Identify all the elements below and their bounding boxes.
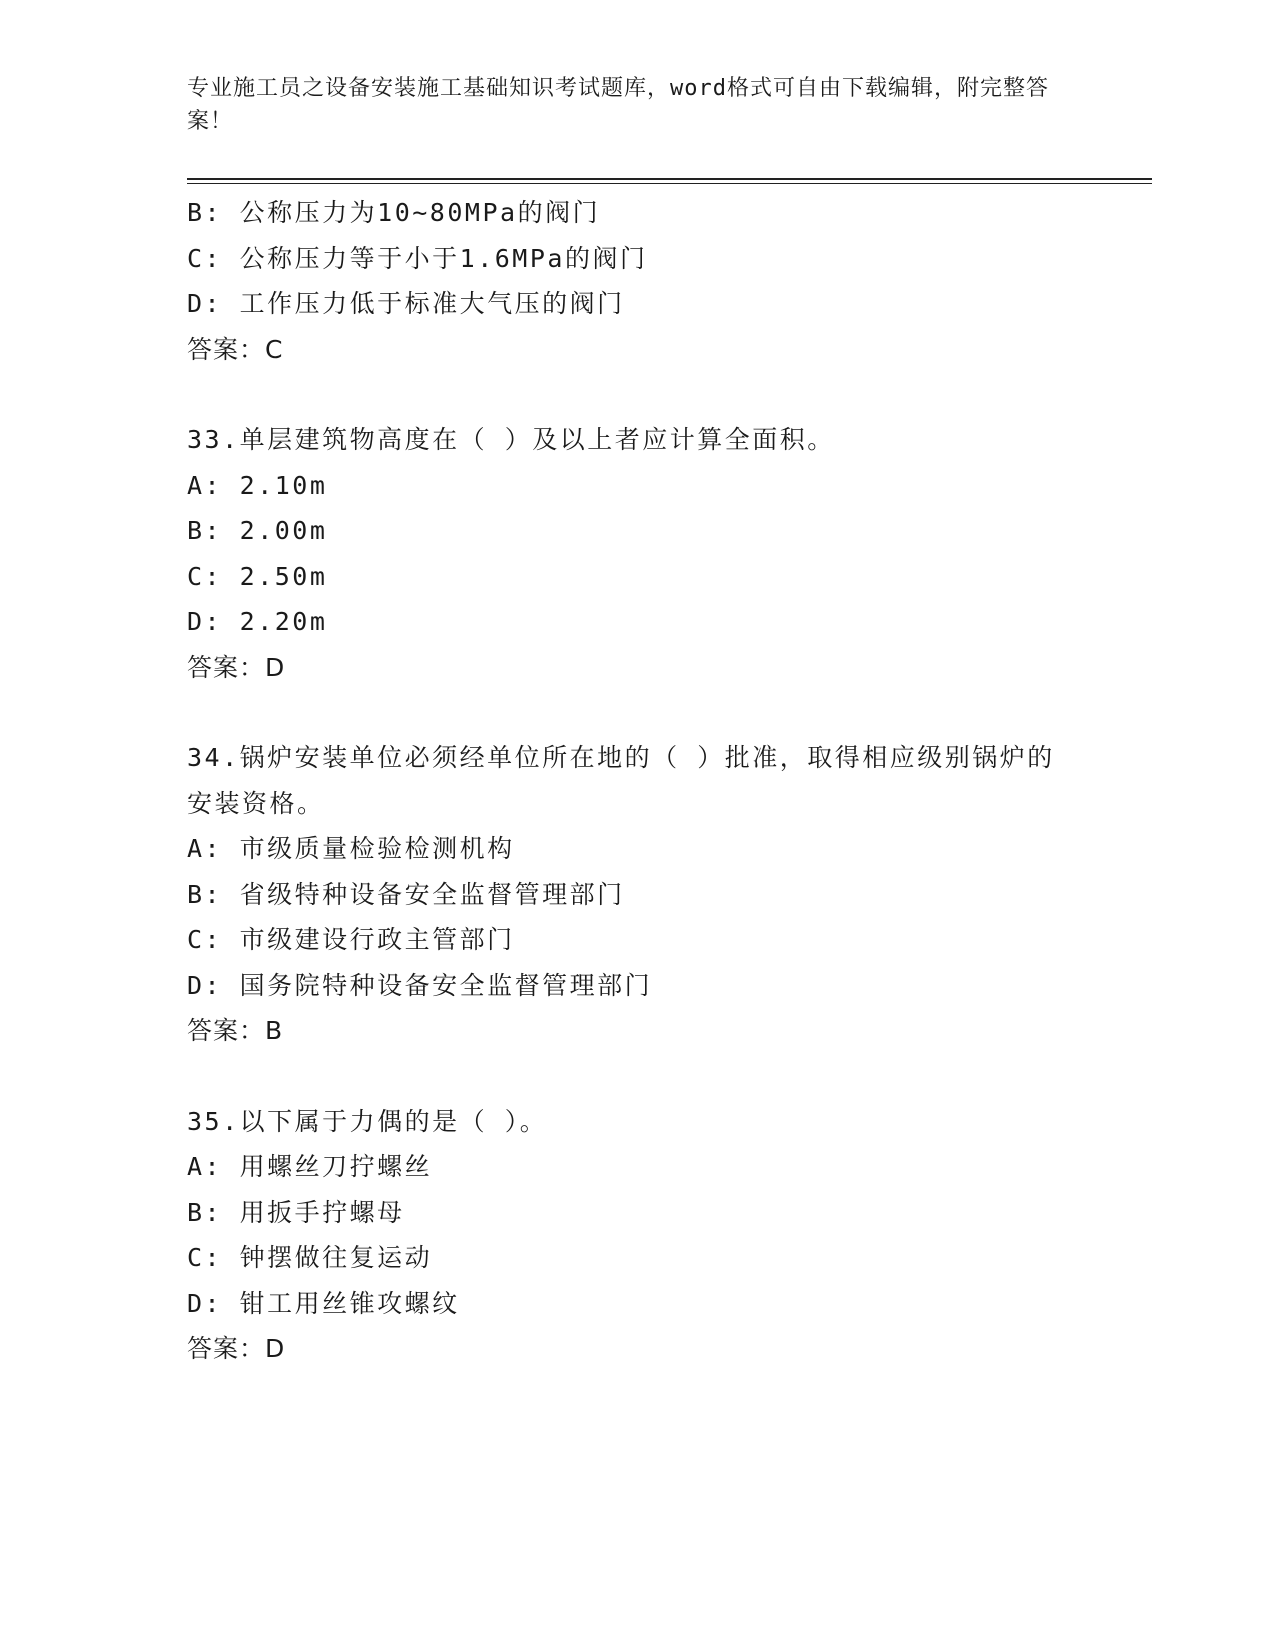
question-stem: 35.以下属于力偶的是（ ）。 (187, 1106, 548, 1136)
question-stem: 34.锅炉安装单位必须经单位所在地的（ ）批准，取得相应级别锅炉的安装资格。 (187, 743, 1055, 818)
option-c: C: 钟摆做往复运动 (187, 1243, 433, 1272)
option-c: C: 市级建设行政主管部门 (187, 925, 515, 954)
header-text: 专业施工员之设备安装施工基础知识考试题库，word格式可自由下载编辑，附完整答案！ (187, 76, 1049, 134)
question-block-prev (187, 190, 1087, 372)
option-b: B: 2.00m (187, 516, 328, 545)
option-c: C: 公称压力等于小于1.6MPa的阀门 (187, 243, 648, 273)
option-b: B: 省级特种设备安全监督管理部门 (187, 879, 625, 909)
question-block-33 (187, 417, 1087, 690)
answer-line: 答案：D (187, 1334, 286, 1363)
option-a: A: 用螺丝刀拧螺丝 (187, 1152, 433, 1181)
option-c: C: 2.50m (187, 561, 328, 591)
option-d: D: 工作压力低于标准大气压的阀门 (187, 289, 625, 318)
option-a: A: 2.10m (187, 470, 328, 500)
option-b: B: 用扳手拧螺母 (187, 1197, 405, 1227)
option-d: D: 国务院特种设备安全监督管理部门 (187, 970, 653, 1000)
answer-line: 答案：D (187, 652, 286, 682)
option-a: A: 市级质量检验检测机构 (187, 834, 515, 863)
page-header (187, 72, 1067, 138)
option-b: B: 公称压力为10~80MPa的阀门 (187, 198, 601, 227)
header-rule-thick (187, 178, 1152, 180)
header-rule-thin (187, 183, 1152, 184)
answer-line: 答案：B (187, 1016, 284, 1045)
question-stem: 33.单层建筑物高度在（ ）及以上者应计算全面积。 (187, 425, 835, 454)
answer-line: 答案：C (187, 334, 284, 364)
question-block-34 (187, 735, 1087, 1054)
document-body (187, 190, 1087, 1372)
option-d: D: 钳工用丝锥攻螺纹 (187, 1288, 460, 1318)
question-block-35 (187, 1099, 1087, 1372)
option-d: D: 2.20m (187, 607, 328, 636)
